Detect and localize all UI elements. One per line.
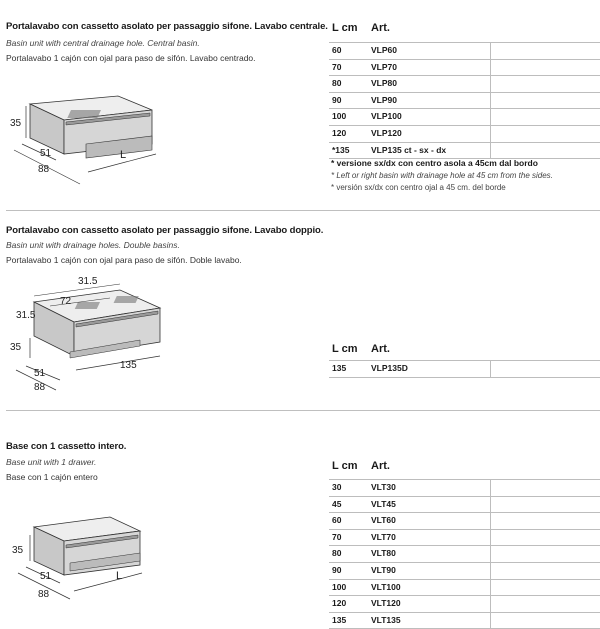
article-cell: VLT70 <box>371 531 396 542</box>
length-cell: *135 <box>332 144 350 155</box>
article-cell: VLT120 <box>371 598 401 609</box>
length-cell: 135 <box>332 363 347 373</box>
table-row <box>329 75 600 92</box>
article-cell: VLP70 <box>371 61 397 72</box>
section-title: Base con 1 cassetto intero. <box>6 441 127 452</box>
col-header-article: Art. <box>371 460 390 472</box>
dim-width: 135 <box>120 360 137 371</box>
section-subtitle-es: Portalavabo 1 cajón con ojal para paso de sifón. Lavabo centrado. <box>6 53 256 63</box>
dim-depth-open: 88 <box>38 589 50 600</box>
length-cell: 30 <box>332 482 342 492</box>
section-double-basin <box>0 210 600 410</box>
dim-top: 31.5 <box>78 276 98 287</box>
col-header-length: L cm <box>332 460 358 472</box>
cabinet-drawing <box>0 80 170 200</box>
dim-height: 35 <box>10 342 22 353</box>
article-cell: VLP135D <box>371 363 408 373</box>
section-title: Portalavabo con cassetto asolato per passaggio sifone. Lavabo doppio. <box>6 225 324 236</box>
cabinet-drawing <box>0 505 170 610</box>
cabinet-drawing <box>0 272 175 402</box>
length-cell: 90 <box>332 94 342 105</box>
dim-depth-closed: 51 <box>34 368 46 379</box>
note-spanish: * versión sx/dx con centro ojal a 45 cm. del borde <box>331 183 506 192</box>
col-header-article: Art. <box>371 343 390 355</box>
length-cell: 90 <box>332 564 342 575</box>
article-cell: VLT135 <box>371 614 401 625</box>
dim-depth-open: 88 <box>34 382 46 393</box>
article-cell: VLP60 <box>371 45 397 55</box>
note-italian: * versione sx/dx con centro asola a 45cm dal bordo <box>331 158 538 168</box>
product-table <box>329 479 600 629</box>
article-cell: VLP135 ct - sx - dx <box>371 144 447 155</box>
product-table <box>329 42 600 159</box>
section-base-drawer <box>0 410 600 628</box>
section-title: Portalavabo con cassetto asolato per passaggio sifone. Lavabo centrale. <box>6 21 328 32</box>
table-row <box>329 125 600 142</box>
table-row <box>329 496 600 513</box>
dim-width: L <box>120 149 127 161</box>
table-row <box>329 612 600 629</box>
col-header-length: L cm <box>332 22 358 34</box>
table-row <box>329 512 600 529</box>
article-cell: VLT80 <box>371 548 396 559</box>
length-cell: 80 <box>332 548 342 559</box>
length-cell: 45 <box>332 498 342 509</box>
article-cell: VLT45 <box>371 498 396 509</box>
dim-depth-closed: 51 <box>40 148 52 159</box>
length-cell: 80 <box>332 78 342 89</box>
article-cell: VLP100 <box>371 111 402 122</box>
article-cell: VLP80 <box>371 78 397 89</box>
dim-left: 31.5 <box>16 310 36 321</box>
length-cell: 135 <box>332 614 347 625</box>
section-subtitle-en: Base unit with 1 drawer. <box>6 457 97 467</box>
dim-height: 35 <box>10 118 22 129</box>
dim-mid: 72 <box>60 296 72 307</box>
table-row <box>329 108 600 125</box>
table-row <box>329 142 600 160</box>
table-row <box>329 42 600 59</box>
article-cell: VLT30 <box>371 482 396 492</box>
length-cell: 100 <box>332 581 347 592</box>
table-row <box>329 529 600 546</box>
table-row <box>329 595 600 612</box>
article-cell: VLP120 <box>371 127 402 138</box>
dim-depth-closed: 51 <box>40 571 52 582</box>
section-central-basin <box>0 0 600 210</box>
length-cell: 70 <box>332 531 342 542</box>
table-row <box>329 545 600 562</box>
article-cell: VLT100 <box>371 581 401 592</box>
article-cell: VLT90 <box>371 564 396 575</box>
length-cell: 100 <box>332 111 347 122</box>
table-row <box>329 360 600 378</box>
article-cell: VLT60 <box>371 515 396 526</box>
length-cell: 120 <box>332 598 347 609</box>
dim-width: L <box>116 570 123 582</box>
section-subtitle-en: Basin unit with drainage holes. Double basins. <box>6 240 180 250</box>
length-cell: 60 <box>332 515 342 526</box>
article-cell: VLP90 <box>371 94 397 105</box>
dim-height: 35 <box>12 545 24 556</box>
length-cell: 120 <box>332 127 347 138</box>
col-header-length: L cm <box>332 343 358 355</box>
product-table <box>329 360 600 378</box>
table-row <box>329 562 600 579</box>
table-row <box>329 92 600 109</box>
table-row <box>329 579 600 596</box>
col-header-article: Art. <box>371 22 390 34</box>
length-cell: 70 <box>332 61 342 72</box>
length-cell: 60 <box>332 45 342 55</box>
section-subtitle-en: Basin unit with central drainage hole. Central basin. <box>6 38 200 48</box>
table-row <box>329 479 600 496</box>
note-english: * Left or right basin with drainage hole at 45 cm from the sides. <box>331 171 553 180</box>
table-row <box>329 59 600 76</box>
section-subtitle-es: Base con 1 cajón entero <box>6 472 98 482</box>
section-subtitle-es: Portalavabo 1 cajón con ojal para paso de sifón. Doble lavabo. <box>6 255 242 265</box>
dim-depth-open: 88 <box>38 164 50 175</box>
